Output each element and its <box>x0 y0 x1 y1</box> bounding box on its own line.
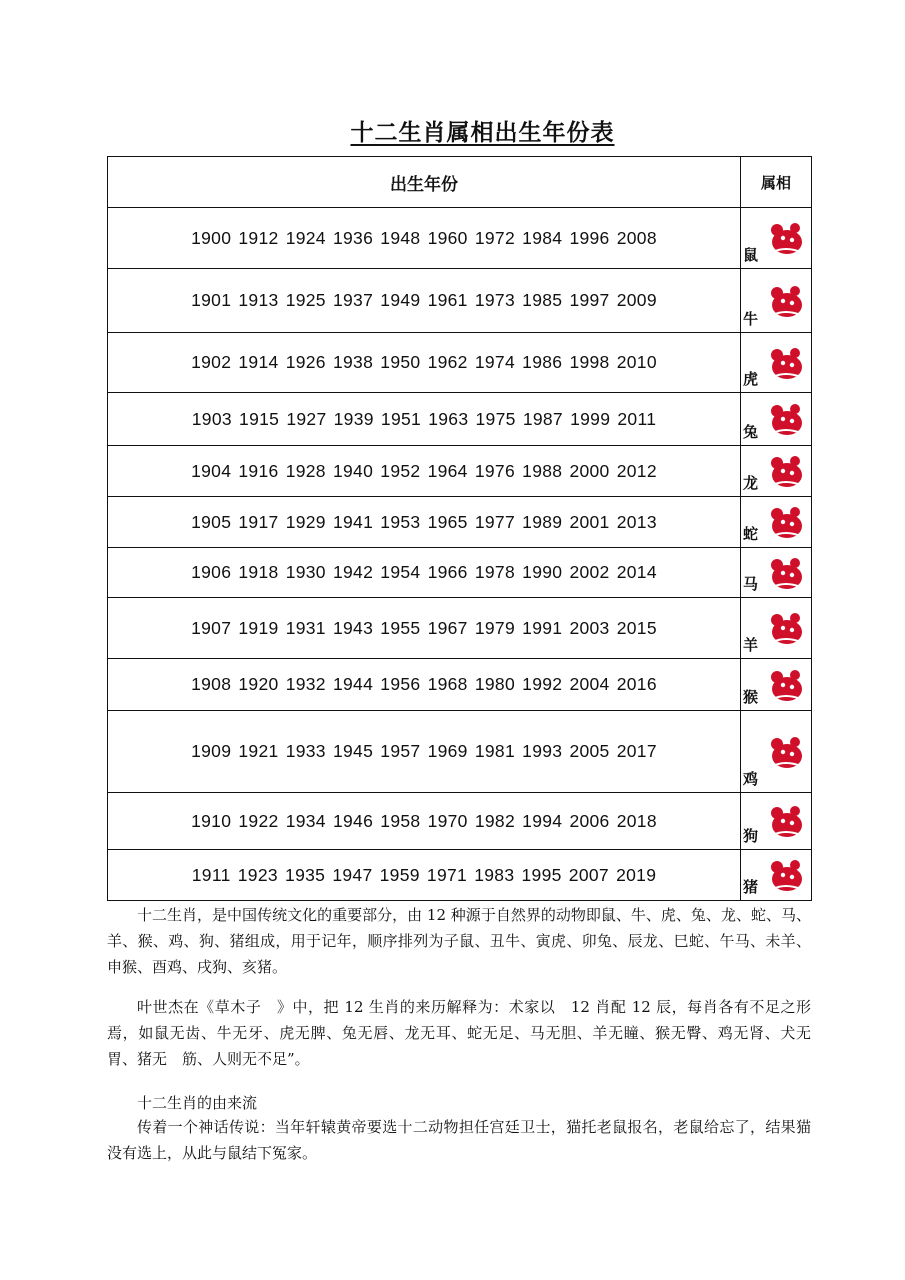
pig-icon <box>763 855 807 895</box>
zodiac-year-table <box>107 156 812 901</box>
paragraph-heading-text: 十二生肖的由来流 <box>137 1094 258 1112</box>
header-birth-years: 出生年份 <box>108 157 741 208</box>
zodiac-sign-label: 龙 <box>743 474 759 492</box>
dragon-icon <box>763 451 807 491</box>
table-row <box>108 850 812 901</box>
zodiac-sign-label: 蛇 <box>743 525 759 543</box>
paragraph-heading <box>107 1090 811 1116</box>
goat-icon <box>763 608 807 648</box>
birth-years-cell: 1906 1918 1930 1942 1954 1966 1978 1990 2002 2014 <box>108 548 741 598</box>
zodiac-sign-cell <box>741 548 812 598</box>
header-zodiac-sign: 属相 <box>741 157 812 208</box>
dog-icon <box>763 801 807 841</box>
table-header-row <box>108 157 812 208</box>
table-row <box>108 793 812 850</box>
table-row <box>108 548 812 598</box>
paragraph-legend-text: 传着一个神话传说：当年轩辕黄帝要选十二动物担任宫廷卫士，猫托老鼠报名，老鼠给忘了，结果猫没有选上，从此与鼠结下冤家。 <box>107 1118 811 1162</box>
zodiac-sign-label: 鼠 <box>743 246 759 264</box>
table-row <box>108 659 812 711</box>
table-row <box>108 269 812 333</box>
zodiac-sign-label: 羊 <box>743 636 759 654</box>
zodiac-sign-cell <box>741 598 812 659</box>
table-row <box>108 393 812 446</box>
page-title: 十二生肖属相出生年份表 <box>350 119 615 146</box>
birth-years-cell: 1904 1916 1928 1940 1952 1964 1976 1988 2000 2012 <box>108 446 741 497</box>
zodiac-sign-cell <box>741 659 812 711</box>
zodiac-sign-cell <box>741 850 812 901</box>
zodiac-sign-cell <box>741 269 812 333</box>
zodiac-sign-label: 虎 <box>743 370 759 388</box>
zodiac-sign-label: 猪 <box>743 878 759 896</box>
birth-years-cell: 1902 1914 1926 1938 1950 1962 1974 1986 1998 2010 <box>108 333 741 393</box>
birth-years-cell: 1909 1921 1933 1945 1957 1969 1981 1993 2005 2017 <box>108 711 741 793</box>
rooster-icon <box>763 732 807 772</box>
ox-icon <box>763 281 807 321</box>
birth-years-cell: 1910 1922 1934 1946 1958 1970 1982 1994 2006 2018 <box>108 793 741 850</box>
tiger-icon <box>763 343 807 383</box>
paragraph-intro-text: 十二生肖，是中国传统文化的重要部分，由 12 种源于自然界的动物即鼠、牛、虎、兔、龙、蛇、马、羊、猴、鸡、狗、猪组成，用于记年，顺序排列为子鼠、丑牛、寅虎、卯兔、辰龙、巳蛇、午马、未羊、申猴、酉鸡、戌狗、亥猪。 <box>107 906 811 976</box>
monkey-icon <box>763 665 807 705</box>
zodiac-sign-label: 马 <box>743 575 759 593</box>
zodiac-sign-label: 狗 <box>743 827 759 845</box>
table-row <box>108 446 812 497</box>
paragraph-origin-explanation <box>107 994 811 1072</box>
table-row <box>108 598 812 659</box>
birth-years-cell: 1911 1923 1935 1947 1959 1971 1983 1995 2007 2019 <box>108 850 741 901</box>
zodiac-sign-label: 鸡 <box>743 770 759 788</box>
zodiac-sign-label: 牛 <box>743 310 759 328</box>
paragraph-legend <box>107 1114 811 1166</box>
zodiac-sign-cell <box>741 333 812 393</box>
snake-icon <box>763 502 807 542</box>
zodiac-sign-cell <box>741 793 812 850</box>
birth-years-cell: 1903 1915 1927 1939 1951 1963 1975 1987 1999 2011 <box>108 393 741 446</box>
paragraph-origin-text: 叶世杰在《草木子 》中，把 12 生肖的来历解释为：术家以 12 肖配 12 辰，每肖各有不足之形焉，如鼠无齿、牛无牙、虎无脾、兔无唇、龙无耳、蛇无足、马无胆、羊无瞳、猴无臀、鸡无肾、犬无胃、猪无 筋、人则无不足”。 <box>107 998 811 1068</box>
zodiac-sign-label: 猴 <box>743 688 759 706</box>
birth-years-cell: 1907 1919 1931 1943 1955 1967 1979 1991 2003 2015 <box>108 598 741 659</box>
table-row <box>108 208 812 269</box>
birth-years-cell: 1901 1913 1925 1937 1949 1961 1973 1985 1997 2009 <box>108 269 741 333</box>
zodiac-sign-cell <box>741 497 812 548</box>
zodiac-sign-cell <box>741 208 812 269</box>
birth-years-cell: 1900 1912 1924 1936 1948 1960 1972 1984 1996 2008 <box>108 208 741 269</box>
rabbit-icon <box>763 399 807 439</box>
birth-years-cell: 1908 1920 1932 1944 1956 1968 1980 1992 2004 2016 <box>108 659 741 711</box>
zodiac-sign-cell <box>741 393 812 446</box>
zodiac-sign-cell <box>741 446 812 497</box>
birth-years-cell: 1905 1917 1929 1941 1953 1965 1977 1989 2001 2013 <box>108 497 741 548</box>
horse-icon <box>763 553 807 593</box>
zodiac-sign-label: 兔 <box>743 423 759 441</box>
table-row <box>108 497 812 548</box>
zodiac-sign-cell <box>741 711 812 793</box>
paragraph-intro <box>107 902 811 980</box>
table-row <box>108 711 812 793</box>
rat-icon <box>763 218 807 258</box>
table-row <box>108 333 812 393</box>
